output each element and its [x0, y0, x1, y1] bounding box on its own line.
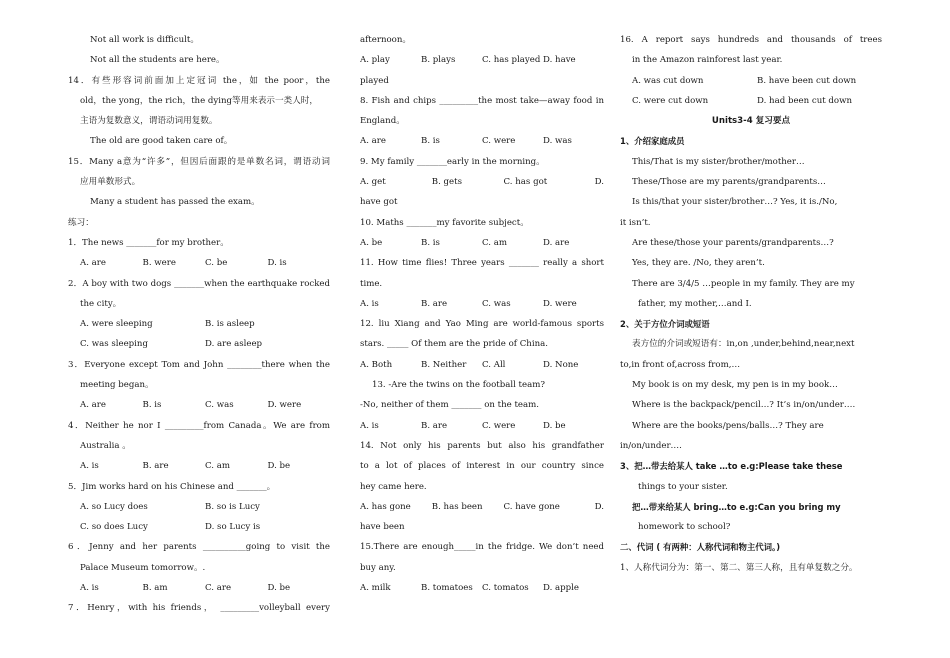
option: A. are — [80, 400, 106, 411]
option: A. is — [80, 461, 99, 472]
question-line: 4．Neither he nor I _________from Canada。We are from — [68, 420, 330, 431]
question-line: -No, neither of them _______ on the team. — [360, 400, 539, 411]
option: B. were — [142, 258, 176, 269]
question-line: Australia 。 — [80, 440, 131, 451]
answer-options — [360, 50, 604, 70]
option: A. was cut down — [632, 75, 704, 86]
text-line: homework to school? — [638, 522, 731, 533]
option: B. is asleep — [205, 319, 255, 330]
option: A. were sleeping — [80, 319, 153, 330]
option: A. is — [360, 298, 379, 309]
text-line: 15．Many a意为“许多”，但因后面跟的是单数名词，谓语动词 — [68, 156, 330, 167]
answer-options — [360, 416, 604, 436]
answer-options — [68, 253, 330, 273]
text-line: Are these/those your parents/grandparents…? — [632, 237, 834, 248]
option: A. are — [360, 136, 386, 147]
question-line: 10. Maths _______my favorite subject。 — [360, 217, 529, 228]
answer-options — [360, 233, 604, 253]
text-line: things to your sister. — [638, 481, 728, 492]
question-line: hey came here. — [360, 481, 427, 492]
answer-options — [360, 355, 604, 375]
option: A. is — [360, 420, 379, 431]
text-line: old，the yong，the rich，the dying等用来表示一类人时， — [80, 95, 318, 106]
text-line: to,in front of,across from,… — [620, 359, 741, 370]
answer-options — [68, 456, 330, 476]
question-line: have got — [360, 197, 398, 208]
answer-options — [360, 172, 604, 192]
option: C. so does Lucy — [80, 522, 148, 533]
option: D. is — [267, 258, 287, 269]
option: C. was — [205, 400, 234, 411]
text-line: The old are good taken care of。 — [90, 136, 233, 147]
option: C. was — [482, 298, 511, 309]
text-line: 把…带来给某人 bring…to e.g:Can you bring my — [632, 501, 841, 512]
option: B. so is Lucy — [205, 501, 260, 512]
question-line: Palace Museum tomorrow。. — [80, 562, 206, 573]
option: A. has gone — [360, 501, 411, 512]
option: C. am — [205, 461, 231, 472]
question-line: 15.There are enough_____in the fridge. We don’t need — [360, 542, 604, 553]
option: D. — [594, 177, 604, 188]
question-line: meeting began。 — [80, 380, 154, 391]
option: B. gets — [431, 177, 462, 188]
option: D. are asleep — [205, 339, 263, 350]
text-line: Where are the books/pens/balls…? They are — [632, 420, 824, 431]
option: B. is — [421, 136, 440, 147]
question-line: 1．The news _______for my brother。 — [68, 237, 229, 248]
question-line: 13. -Are the twins on the football team? — [372, 380, 545, 391]
question-line: afternoon。 — [360, 35, 411, 45]
option: A. are — [80, 258, 106, 269]
question-line: 9. My family _______early in the morning。 — [360, 156, 545, 167]
section-heading: 2、关于方位介词或短语 — [620, 319, 710, 330]
section-heading: 1、介绍家庭成员 — [620, 136, 685, 147]
text-line: 主语为复数意义，谓语动词用复数。 — [80, 116, 218, 127]
option: D. be — [267, 583, 291, 594]
answer-options — [68, 334, 330, 354]
column-left — [68, 30, 330, 619]
answer-options — [68, 578, 330, 598]
answer-options — [68, 497, 330, 517]
section-heading: 3、把…带去给某人 take …to e.g:Please take these — [620, 461, 843, 472]
text-line: Not all the students are here。 — [90, 55, 225, 66]
option: D. be — [267, 461, 291, 472]
option: B. have been cut down — [757, 75, 857, 86]
answer-options — [620, 71, 882, 91]
option: A. get — [360, 177, 386, 188]
option: D. were — [267, 400, 302, 411]
option: B. tomatoes — [421, 583, 473, 594]
option: B. has been — [431, 501, 483, 512]
option: C. were — [482, 136, 516, 147]
option: B. are — [142, 461, 169, 472]
question-line: in the Amazon rainforest last year. — [632, 55, 783, 66]
option: C. am — [482, 237, 508, 248]
text-line: in/on/under…. — [620, 440, 682, 451]
option: D. be — [543, 420, 566, 431]
text-line: 1、人称代词分为：第一、第二、第三人称，且有单复数之分。 — [620, 562, 858, 573]
text-line: it isn’t. — [620, 217, 651, 228]
text-line: Not all work is difficult。 — [90, 35, 199, 45]
text-line: This/That is my sister/brother/mother… — [632, 156, 805, 167]
question-line: 5．Jim works hard on his Chinese and _______。 — [68, 481, 276, 492]
answer-options — [360, 578, 604, 598]
text-line: 应用单数形式。 — [80, 177, 141, 188]
option: B. am — [142, 583, 168, 594]
option: C. were cut down — [632, 95, 709, 106]
question-line: 3．Everyone except Tom and John ________there when the — [68, 359, 330, 370]
text-line: There are 3/4/5 …people in my family. They are my — [632, 278, 855, 289]
section-title: Units3-4 复习要点 — [711, 116, 791, 127]
text-line: 14．有些形容词前面加上定冠词 the，如 the poor，the — [68, 75, 330, 86]
option: D. were — [543, 298, 577, 309]
answer-options — [68, 517, 330, 537]
question-line: 2．A boy with two dogs _______when the earthquake rocked — [68, 278, 330, 289]
question-line: stars. _____ Of them are the pride of China. — [360, 339, 548, 350]
option: A. Both — [360, 359, 393, 370]
question-line: 11. How time flies! Three years _______ really a short — [360, 258, 604, 269]
option: D. — [594, 501, 604, 512]
section-label: 练习： — [68, 217, 94, 228]
text-line: Yes, they are. /No, they aren’t. — [632, 258, 765, 269]
answer-options — [68, 395, 330, 415]
option: C. All — [482, 359, 506, 370]
option: D. apple — [543, 583, 580, 594]
option: C. was sleeping — [80, 339, 148, 350]
option: D. so Lucy is — [205, 522, 261, 533]
question-line: England。 — [360, 116, 405, 127]
question-line: buy any. — [360, 562, 396, 573]
question-line: the city。 — [80, 298, 122, 309]
question-line: 7．Henry，with his friends， _________volleyball every — [68, 603, 330, 614]
text-line: Many a student has passed the exam。 — [90, 197, 260, 208]
option: A. so Lucy does — [80, 501, 148, 512]
option: A. be — [360, 237, 383, 248]
question-line: 8. Fish and chips _________the most take—away food in — [360, 95, 604, 106]
option: B. Neither — [421, 359, 467, 370]
option: D. are — [543, 237, 570, 248]
question-line: time. — [360, 278, 383, 289]
option: C. have gone — [503, 501, 560, 512]
answer-options — [360, 131, 604, 151]
question-line: 14. Not only his parents but also his grandfather — [360, 440, 604, 451]
text-line: father, my mother,…and I. — [638, 298, 752, 309]
option: A. is — [80, 583, 99, 594]
option: A. play — [360, 55, 390, 66]
text-line: Where is the backpack/pencil…? It’s in/on/under…. — [632, 400, 856, 411]
option: D. had been cut down — [757, 95, 852, 106]
text-line: Is this/that your sister/brother…? Yes, it is./No, — [632, 197, 838, 208]
answer-options — [360, 497, 604, 517]
option: C. has got — [503, 177, 548, 188]
column-middle — [360, 30, 604, 598]
option: C. tomatos — [482, 583, 529, 594]
option: D. was — [543, 136, 572, 147]
question-line: to a lot of places of interest in our country since — [360, 461, 604, 472]
text-line: 表方位的介词或短语有：in,on ,under,behind,near,next — [632, 339, 855, 350]
question-line: 12. liu Xiang and Yao Ming are world-famous sports — [360, 319, 604, 330]
section-heading: 二、代词 ( 有两种：人称代词和物主代词。) — [620, 542, 781, 553]
option: D. None — [543, 359, 579, 370]
text-line: My book is on my desk, my pen is in my book… — [632, 380, 838, 391]
option: C. be — [205, 258, 228, 269]
option: D. have — [543, 55, 576, 66]
question-line: have been — [360, 522, 405, 533]
question-line: 6．Jenny and her parents __________going to visit the — [68, 542, 330, 553]
question-line: played — [360, 75, 389, 86]
option: C. are — [205, 583, 232, 594]
option: B. are — [421, 420, 448, 431]
column-right — [620, 30, 882, 578]
answer-options — [620, 91, 882, 111]
question-line: 16. A report says hundreds and thousands of trees — [620, 35, 882, 45]
option: B. are — [421, 298, 448, 309]
option: B. is — [421, 237, 440, 248]
option: B. plays — [421, 55, 456, 66]
option: C. has played — [482, 55, 541, 66]
answer-options — [68, 314, 330, 334]
answer-options — [360, 294, 604, 314]
option: B. is — [142, 400, 162, 411]
text-line: These/Those are my parents/grandparents… — [632, 177, 826, 188]
option: A. milk — [360, 583, 391, 594]
option: C. were — [482, 420, 516, 431]
